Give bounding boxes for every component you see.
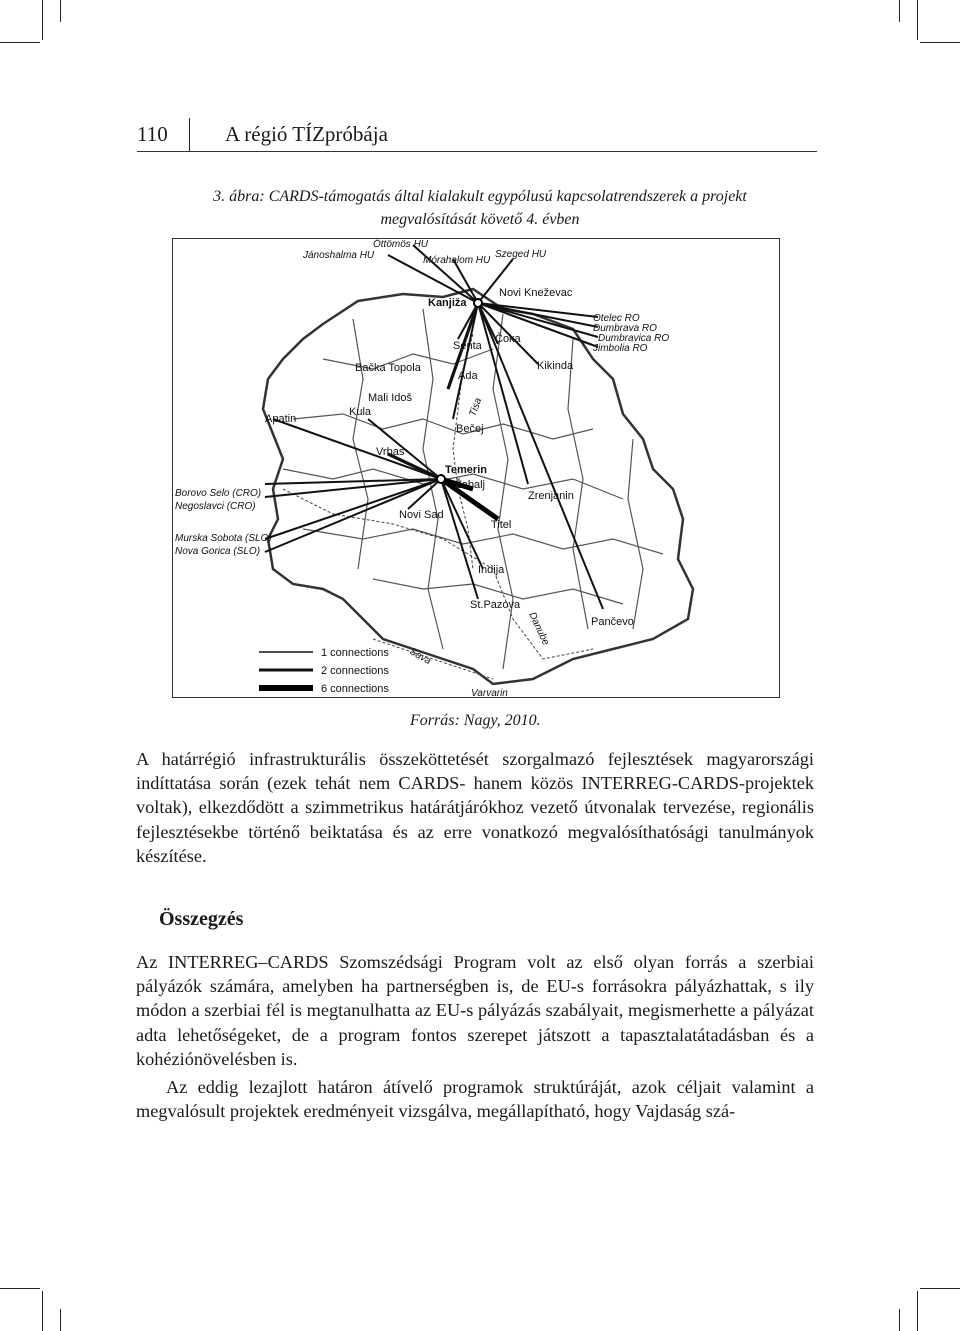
- label-otelec: Otelec RO: [593, 313, 640, 324]
- label-jimbolia: Jimbolia RO: [593, 343, 648, 354]
- label-ada: Ada: [458, 370, 478, 382]
- caption-line-2: megvalósítását követő 4. évben: [380, 211, 580, 228]
- label-novi-sad: Novi Sad: [399, 509, 444, 521]
- section-heading: Összegzés: [159, 908, 244, 930]
- crop-mark: [917, 0, 918, 40]
- label-murska-sobota: Murska Sobota (SLO): [175, 533, 272, 544]
- label-ottomos: Öttömös HU: [373, 239, 429, 250]
- crop-mark: [920, 1288, 960, 1289]
- temerin-connections: [265, 419, 483, 599]
- kanjiza-connections: [388, 245, 603, 609]
- label-zrenjanin: Zrenjanin: [528, 490, 574, 502]
- crop-mark: [899, 1309, 900, 1331]
- legend-1: 1 connections: [321, 647, 389, 659]
- map-legend: [259, 647, 389, 695]
- crop-mark: [42, 1291, 43, 1331]
- label-apatin: Apatin: [265, 413, 297, 425]
- running-title: A régió TÍZpróbája: [225, 122, 388, 146]
- label-st-pazova: St.Pazova: [470, 599, 521, 611]
- crop-mark: [0, 42, 40, 43]
- crop-mark: [60, 1309, 61, 1331]
- paragraph-3: Az eddig lezajlott határon átívelő programok struktúráját, azok céljait valamint a megvalósult projektek eredményeit vizsgálva, megállapítható, hogy Vajdaság szá-: [136, 1077, 814, 1122]
- label-becej: Bečej: [456, 423, 484, 435]
- legend-6: 6 connections: [321, 683, 389, 695]
- label-coka: Čoka: [495, 333, 521, 345]
- crop-mark: [0, 1288, 40, 1289]
- figure-source: Forrás: Nagy, 2010.: [410, 712, 541, 729]
- header-separator: [189, 118, 190, 152]
- label-borovo-selo: Borovo Selo (CRO): [175, 488, 262, 499]
- label-dumbrava: Dumbrava RO: [593, 323, 657, 334]
- paragraph-1: A határrégió infrastrukturális összeköttetését szorgalmazó fejlesztések magyarországi indíttatása során (ezek tehát nem CARDS- hanem közös INTERREG-CARDS-projektek voltak), elkezdődött a szimmetrikus határátjárókhoz vezető útvonalak tervezése, regionális fejlesztésekbe történő beiktatása és az erre vonatkozó megvalósíthatósági tanulmányok készítése.: [136, 749, 814, 866]
- figure-map: [172, 238, 780, 698]
- label-senta: Senta: [453, 340, 482, 352]
- label-pancevo: Pančevo: [591, 616, 634, 628]
- crop-mark: [917, 1291, 918, 1331]
- legend-2: 2 connections: [321, 665, 389, 677]
- label-varvarin: Varvarin: [471, 688, 508, 696]
- crop-mark: [920, 42, 960, 43]
- crop-mark: [42, 0, 43, 40]
- label-vrbas: Vrbas: [376, 446, 405, 458]
- crop-mark: [60, 0, 61, 22]
- label-kula: Kula: [349, 406, 372, 418]
- label-novi-knezevac: Novi Kneževac: [499, 287, 573, 299]
- page-number: 110: [137, 122, 168, 146]
- hub-kanjiza: [474, 299, 482, 307]
- hub-temerin: [437, 475, 445, 483]
- crop-mark: [899, 0, 900, 22]
- label-dumbravica: Dumbravica RO: [598, 333, 670, 344]
- label-titel: Titel: [491, 519, 512, 531]
- label-nova-gorica: Nova Gorica (SLO): [175, 546, 261, 557]
- map-svg: [173, 239, 778, 696]
- paragraph-2: Az INTERREG–CARDS Szomszédsági Program volt az első olyan forrás a szerbiai pályázók számára, amelyben ha partnerségben is, de EU-s forrásokra pályázhattak, s ily módon a szerbiai fél is megtanulhatta az EU-s pályázás szabályait, megismerhette a pályázat adta lehetőségeket, de a program fontos szerepet játszott a tapasztalatátadásban és a kohéziónövelésben is.: [136, 952, 814, 1069]
- label-janoshalma: Jánoshalma HU: [303, 250, 375, 261]
- label-morahalom: Mórahalom HU: [423, 255, 491, 266]
- label-temerin: Temerin: [445, 464, 487, 476]
- label-kanjiza: Kanjiža: [428, 297, 467, 309]
- header-rule: [137, 151, 817, 152]
- label-kikinda: Kikinda: [537, 360, 574, 372]
- label-tisa: Tisa: [467, 396, 485, 419]
- caption-line-1: 3. ábra: CARDS-támogatás által kialakult egypólusú kapcsolatrendszerek a projekt: [213, 188, 747, 205]
- river-sava: [373, 639, 493, 679]
- label-backa-topola: Bačka Topola: [355, 362, 421, 374]
- label-sava: Sava: [407, 646, 433, 667]
- label-negoslavci: Negoslavci (CRO): [175, 501, 256, 512]
- label-mali-idos: Mali Idoš: [368, 392, 413, 404]
- label-zabalj: Žabalj: [455, 479, 485, 491]
- figure-caption: [150, 185, 810, 231]
- label-danube: Danube: [526, 610, 552, 648]
- label-szeged: Szeged HU: [495, 249, 547, 260]
- page-header: [137, 118, 817, 154]
- label-indija: Indija: [478, 564, 505, 576]
